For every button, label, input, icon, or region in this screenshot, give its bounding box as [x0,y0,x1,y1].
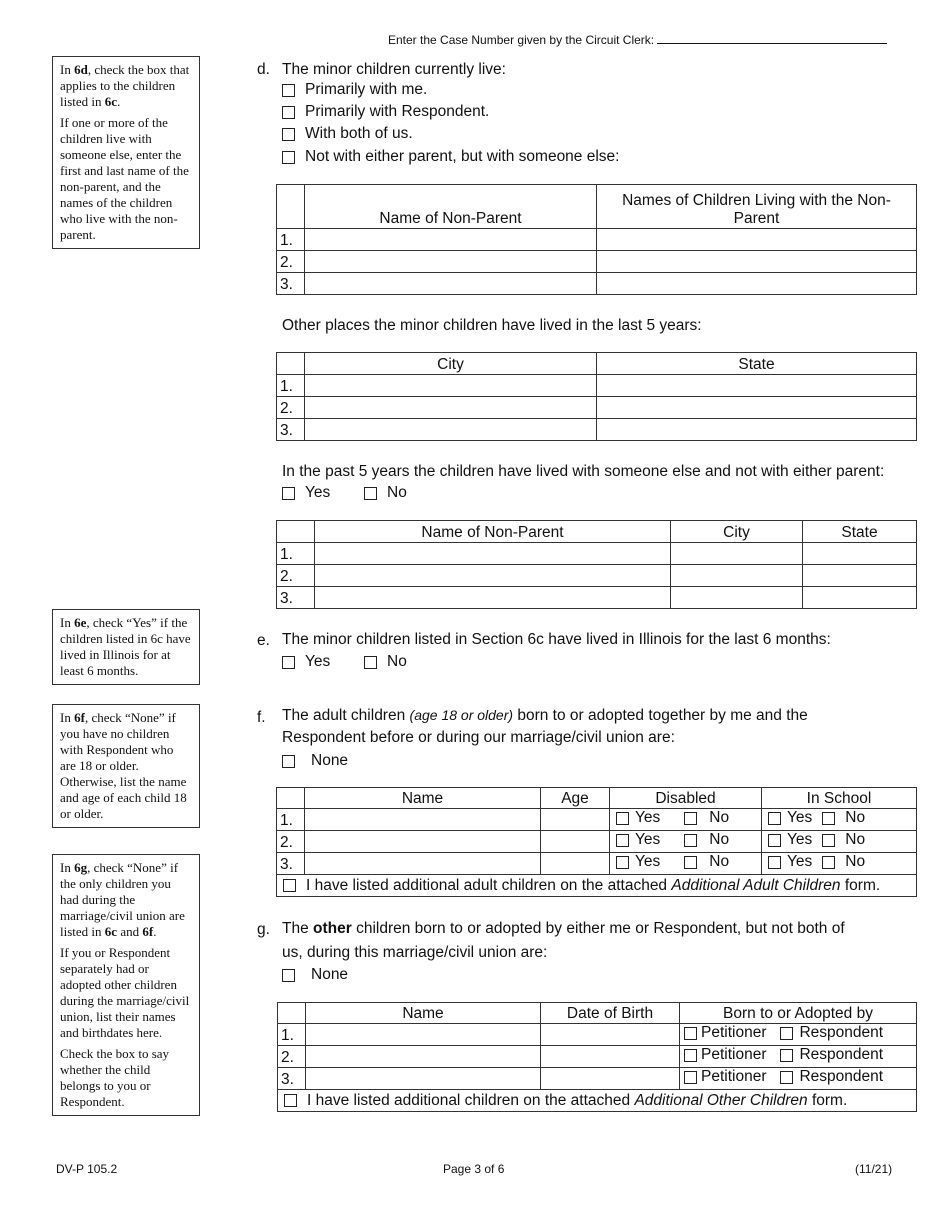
illinois-no-option[interactable]: No [364,653,407,671]
other-child-row [278,1046,917,1068]
header-in-school: In School [762,788,917,809]
dob-cell[interactable] [541,1024,680,1046]
name-cell[interactable] [306,1024,541,1046]
section-g-question-line2: us, during this marriage/civil union are: [282,944,548,961]
age-cell[interactable] [541,831,610,853]
checkbox[interactable] [684,834,697,847]
input-cell[interactable] [671,587,803,609]
name-cell[interactable] [306,1068,541,1090]
input-cell[interactable] [305,419,597,441]
checkbox[interactable] [282,487,295,500]
other-none-option[interactable]: None [282,966,348,984]
input-cell[interactable] [597,273,917,295]
dob-cell[interactable] [541,1068,680,1090]
places-table [276,352,917,441]
section-g-letter: g. [257,921,270,938]
input-cell[interactable] [671,565,803,587]
row-number: 1. [278,1024,306,1046]
sidebar-paragraph: In 6d, check the box that applies to the children listed in 6c. [60,62,190,109]
additional-adult-children-row[interactable]: I have listed additional adult children on the attached Additional Adult Children form. [277,875,917,897]
section-g-question-line1: The other children born to or adopted by either me or Respondent, but not both of [282,920,845,937]
adult-row [277,831,917,853]
non-parent-table [276,184,917,295]
in-school-yes[interactable]: Yes [766,831,820,849]
past-no-option[interactable]: No [364,484,407,502]
header-age: Age [541,788,610,809]
past-non-parent-table [276,520,917,609]
row-number: 3. [278,1068,306,1090]
option-primarily-with-me[interactable]: Primarily with me. [282,81,427,99]
header-children-living: Names of Children Living with the Non-Parent [597,185,917,229]
checkbox[interactable] [684,812,697,825]
section-e-question: The minor children listed in Section 6c have lived in Illinois for the last 6 months: [282,631,831,648]
header-disabled: Disabled [610,788,762,809]
checkbox[interactable] [780,1049,793,1062]
other-child-row [278,1068,917,1090]
header-name: Name [306,1003,541,1024]
row-number: 2. [277,565,315,587]
section-f-question-line1: The adult children (age 18 or older) born to or adopted together by me and the [282,707,808,724]
checkbox[interactable] [780,1027,793,1040]
checkbox[interactable] [768,856,781,869]
checkbox[interactable] [282,969,295,982]
input-cell[interactable] [305,397,597,419]
header-state: State [597,353,917,375]
dob-cell[interactable] [541,1046,680,1068]
checkbox[interactable] [364,656,377,669]
input-cell[interactable] [597,229,917,251]
adult-row [277,853,917,875]
input-cell[interactable] [803,543,917,565]
input-cell[interactable] [597,251,917,273]
petitioner-option[interactable]: Petitioner [684,1068,780,1086]
checkbox[interactable] [822,812,835,825]
sidebar-paragraph: In 6e, check “Yes” if the children listed in 6c have lived in Illinois for at least 6 months. [60,615,191,678]
checkbox[interactable] [283,879,296,892]
input-cell[interactable] [305,273,597,295]
sidebar-box-6f [52,704,200,828]
in-school-no[interactable]: No [820,809,865,827]
checkbox[interactable] [282,656,295,669]
row-number: 1. [277,229,305,251]
option-with-both[interactable]: With both of us. [282,125,413,143]
option-with-someone-else[interactable]: Not with either parent, but with someone else: [282,148,619,166]
header-name: Name [305,788,541,809]
input-cell[interactable] [315,587,671,609]
checkbox[interactable] [822,834,835,847]
sidebar-paragraph: In 6f, check “None” if you have no children with Respondent who are 18 or older. Otherwise, list the name and age of each child 18 or older. [60,710,187,821]
sidebar-paragraph: Check the box to say whether the child belongs to you or Respondent. [60,1046,170,1109]
disabled-no[interactable]: No [682,809,729,827]
sidebar-box-6g [52,854,200,1116]
adult-none-option[interactable]: None [282,752,348,770]
section-e-letter: e. [257,632,270,649]
header-state: State [803,521,917,543]
checkbox[interactable] [364,487,377,500]
checkbox[interactable] [284,1094,297,1107]
petitioner-option[interactable]: Petitioner [684,1046,780,1064]
row-number: 2. [277,397,305,419]
header-city: City [305,353,597,375]
input-cell[interactable] [803,587,917,609]
checkbox[interactable] [684,1071,697,1084]
option-primarily-with-respondent[interactable]: Primarily with Respondent. [282,103,489,121]
checkbox[interactable] [822,856,835,869]
row-number: 3. [277,853,305,875]
name-cell[interactable] [305,853,541,875]
input-cell[interactable] [315,543,671,565]
input-cell[interactable] [597,375,917,397]
section-d-question: The minor children currently live: [282,61,506,78]
row-number: 3. [277,419,305,441]
respondent-option[interactable]: Respondent [780,1068,883,1086]
header-name-of-non-parent: Name of Non-Parent [315,521,671,543]
checkbox[interactable] [616,834,629,847]
respondent-option[interactable]: Respondent [780,1046,883,1064]
disabled-no[interactable]: No [682,853,729,871]
header-city: City [671,521,803,543]
row-number: 3. [277,273,305,295]
checkbox[interactable] [768,834,781,847]
name-cell[interactable] [306,1046,541,1068]
in-school-yes[interactable]: Yes [766,809,820,827]
section-f-letter: f. [257,709,266,726]
age-cell[interactable] [541,809,610,831]
in-school-no[interactable]: No [820,831,865,849]
input-cell[interactable] [671,543,803,565]
other-places-label: Other places the minor children have lived in the last 5 years: [282,317,702,334]
adult-row [277,809,917,831]
checkbox[interactable] [282,151,295,164]
disabled-yes[interactable]: Yes [614,809,682,827]
input-cell[interactable] [315,565,671,587]
sidebar-box-6d [52,56,200,249]
past-yes-option[interactable]: Yes [282,484,330,502]
illinois-yes-option[interactable]: Yes [282,653,330,671]
in-school-yes[interactable]: Yes [766,853,820,871]
disabled-no[interactable]: No [682,831,729,849]
past-5-years-question: In the past 5 years the children have lived with someone else and not with either parent: [282,463,885,480]
checkbox[interactable] [282,755,295,768]
form-revision: (11/21) [855,1162,893,1176]
case-number-field[interactable] [657,32,887,44]
input-cell[interactable] [803,565,917,587]
input-cell[interactable] [305,251,597,273]
section-d-letter: d. [257,61,270,78]
in-school-no[interactable]: No [820,853,865,871]
case-number-header: Enter the Case Number given by the Circuit Clerk: [388,32,887,47]
disabled-yes[interactable]: Yes [614,853,682,871]
input-cell[interactable] [305,229,597,251]
checkbox[interactable] [616,856,629,869]
checkbox[interactable] [616,812,629,825]
header-date-of-birth: Date of Birth [541,1003,680,1024]
row-number: 1. [277,809,305,831]
checkbox[interactable] [684,1027,697,1040]
checkbox[interactable] [282,106,295,119]
header-name-of-non-parent: Name of Non-Parent [305,185,597,229]
row-number: 1. [277,543,315,565]
sidebar-paragraph: In 6g, check “None” if the only children you had during the marriage/civil union are listed in 6c and 6f. [60,860,185,939]
checkbox[interactable] [282,84,295,97]
additional-other-children-row[interactable]: I have listed additional children on the attached Additional Other Children form. [278,1090,917,1112]
row-number: 2. [278,1046,306,1068]
input-cell[interactable] [305,375,597,397]
input-cell[interactable] [597,397,917,419]
sidebar-paragraph: If one or more of the children live with someone else, enter the first and last name of the non-parent, and the names of the children who live with the non-parent. [60,115,189,242]
input-cell[interactable] [597,419,917,441]
row-number: 2. [277,251,305,273]
respondent-option[interactable]: Respondent [780,1024,883,1042]
checkbox[interactable] [768,812,781,825]
disabled-yes[interactable]: Yes [614,831,682,849]
checkbox[interactable] [684,1049,697,1062]
age-cell[interactable] [541,853,610,875]
section-f-question-line2: Respondent before or during our marriage/civil union are: [282,729,675,746]
checkbox[interactable] [780,1071,793,1084]
adult-children-table [276,787,917,897]
row-number: 3. [277,587,315,609]
sidebar-paragraph: If you or Respondent separately had or adopted other children during the marriage/civil union, list their names and birthdates here. [60,945,190,1040]
row-number: 2. [277,831,305,853]
checkbox[interactable] [684,856,697,869]
sidebar-box-6e [52,609,200,685]
form-id: DV-P 105.2 [56,1162,118,1176]
page-number: Page 3 of 6 [443,1162,505,1176]
header-born-to: Born to or Adopted by [680,1003,917,1024]
other-children-table [277,1002,917,1112]
name-cell[interactable] [305,831,541,853]
checkbox[interactable] [282,128,295,141]
name-cell[interactable] [305,809,541,831]
petitioner-option[interactable]: Petitioner [684,1024,780,1042]
row-number: 1. [277,375,305,397]
other-child-row [278,1024,917,1046]
